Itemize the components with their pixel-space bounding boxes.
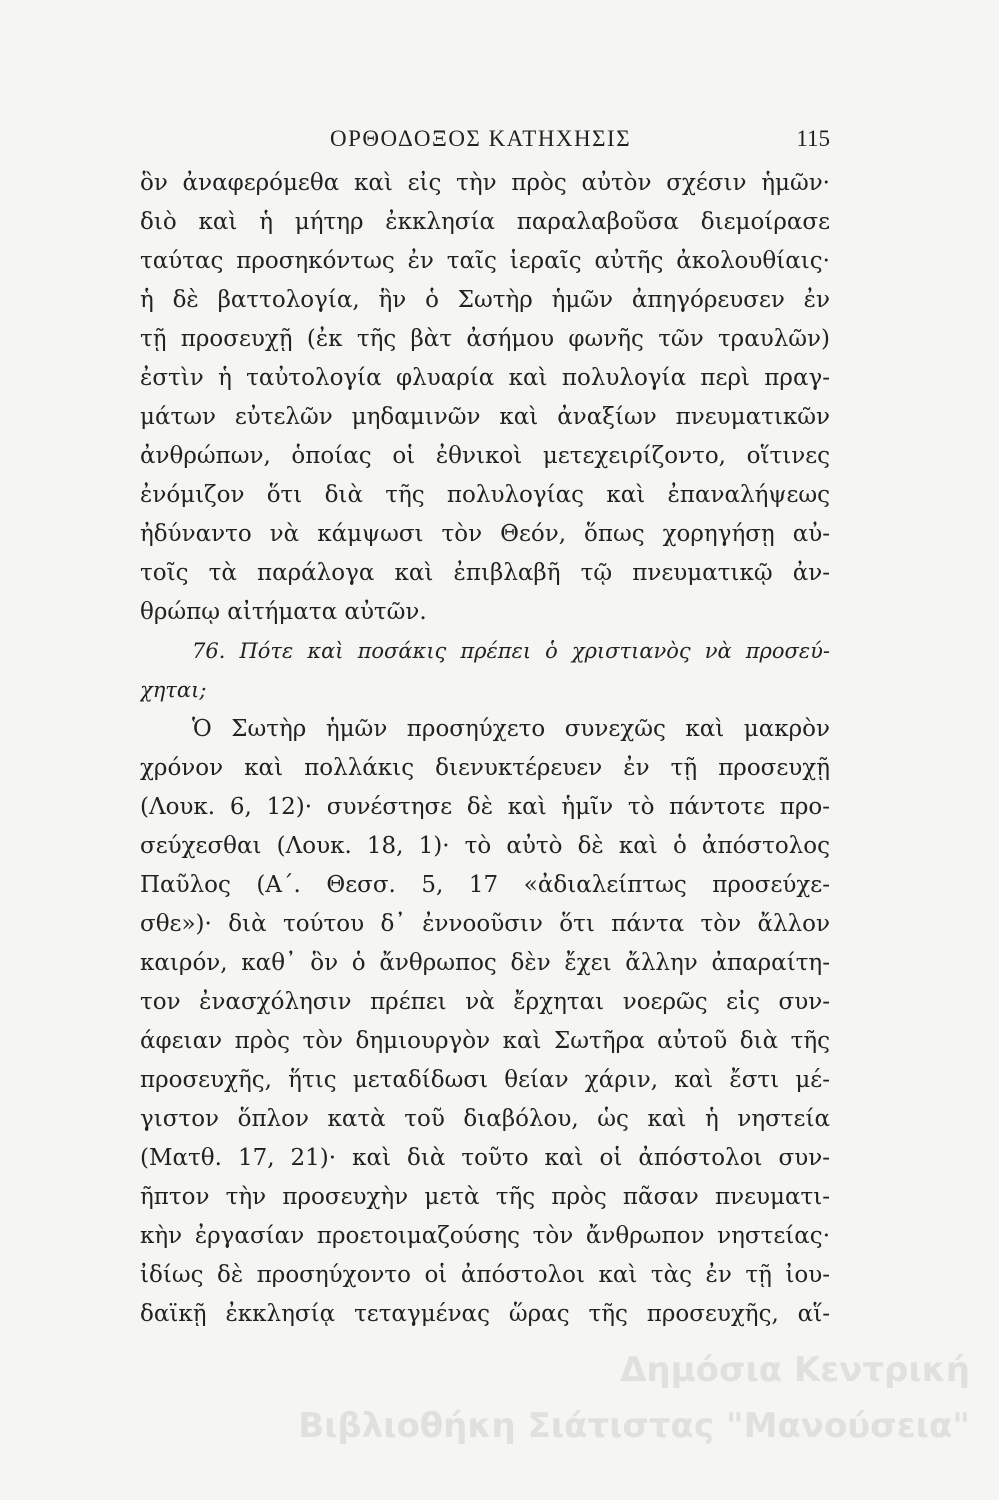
answer-line: τον ἐνασχόλησιν πρέπει νὰ ἔρχηται νοερῶς εἰς συν- (140, 989, 830, 1015)
text-line: ἀνθρώπων, ὁποίας οἱ ἐθνικοὶ μετεχειρίζοντο, οἵτινες (140, 443, 830, 469)
running-title: ΟΡΘΟΔΟΞΟΣ ΚΑΤΗΧΗΣΙΣ (330, 126, 632, 151)
answer-line: άφειαν πρὸς τὸν δημιουργὸν καὶ Σωτῆρα αὐτοῦ διὰ τῆς (140, 1028, 830, 1054)
answer-line: σεύχεσθαι (Λουκ. 18, 1)· τὸ αὐτὸ δὲ καὶ ὁ ἀπόστολος (140, 833, 830, 859)
text-line: τῇ προσευχῇ (ἐκ τῆς βὰτ ἀσήμου φωνῆς τῶν τραυλῶν) (140, 326, 830, 352)
text-line: ἡ δὲ βαττολογία, ἣν ὁ Σωτὴρ ἡμῶν ἀπηγόρευσεν ἐν (140, 287, 830, 313)
answer-line: ἰδίως δὲ προσηύχοντο οἱ ἀπόστολοι καὶ τὰς ἐν τῇ ἰου- (140, 1262, 830, 1288)
text-line: ἐστὶν ἡ ταὐτολογία φλυαρία καὶ πολυλογία περὶ πραγ- (140, 365, 830, 391)
library-watermark (230, 1342, 970, 1454)
answer-line: γιστον ὅπλον κατὰ τοῦ διαβόλου, ὡς καὶ ἡ νηστεία (140, 1106, 830, 1132)
text-line: ὃν ἀναφερόμεθα καὶ εἰς τὴν πρὸς αὐτὸν σχέσιν ἡμῶν· (140, 170, 830, 196)
text-line: μάτων εὐτελῶν μηδαμινῶν καὶ ἀναξίων πνευματικῶν (140, 404, 830, 430)
answer-line: κὴν ἐργασίαν προετοιμαζούσης τὸν ἄνθρωπον νηστείας· (140, 1223, 830, 1249)
text-line: ταύτας προσηκόντως ἐν ταῖς ἱεραῖς αὐτῆς ἀκολουθίαις· (140, 248, 830, 274)
question-line: χηται; (140, 678, 207, 702)
page-header (140, 120, 830, 160)
watermark-line-2: Βιβλιοθήκη Σιάτιστας "Μανούσεια" (298, 1406, 970, 1446)
text-line: τοῖς τὰ παράλογα καὶ ἐπιβλαβῆ τῷ πνευματικῷ ἀν- (140, 560, 830, 586)
answer-line: καιρόν, καθ᾽ ὃν ὁ ἄνθρωπος δὲν ἔχει ἄλλην ἀπαραίτη- (140, 950, 830, 976)
watermark-line-1: Δημόσια Κεντρική (620, 1350, 970, 1390)
text-line: θρώπῳ αἰτήματα αὐτῶν. (140, 599, 427, 625)
answer-line: προσευχῆς, ἥτις μεταδίδωσι θείαν χάριν, καὶ ἔστι μέ- (140, 1067, 830, 1093)
answer-line: (Ματθ. 17, 21)· καὶ διὰ τοῦτο καὶ οἱ ἀπόστολοι συν- (140, 1145, 830, 1171)
text-line: ἠδύναντο νὰ κάμψωσι τὸν Θεόν, ὅπως χορηγήσῃ αὐ- (140, 521, 830, 547)
answer-line: σθε»)· διὰ τούτου δ᾽ ἐννοοῦσιν ὅτι πάντα τὸν ἄλλον (140, 911, 830, 937)
text-line: διὸ καὶ ἡ μήτηρ ἐκκλησία παραλαβοῦσα διεμοίρασε (140, 209, 830, 235)
body-text (140, 164, 830, 1334)
text-line: ἐνόμιζον ὅτι διὰ τῆς πολυλογίας καὶ ἐπαναλήψεως (140, 482, 830, 508)
answer-line: χρόνον καὶ πολλάκις διενυκτέρευεν ἐν τῇ προσευχῇ (140, 755, 830, 781)
answer-line: Ὁ Σωτὴρ ἡμῶν προσηύχετο συνεχῶς καὶ μακρὸν (192, 716, 830, 742)
answer-line: (Λουκ. 6, 12)· συνέστησε δὲ καὶ ἡμῖν τὸ πάντοτε προ- (140, 794, 830, 820)
answer-line: δαϊκῇ ἐκκλησίᾳ τεταγμένας ὥρας τῆς προσευχῆς, αἵ- (140, 1301, 830, 1327)
answer-line: ῆπτον τὴν προσευχὴν μετὰ τῆς πρὸς πᾶσαν πνευματι- (140, 1184, 830, 1210)
question-line: 76. Πότε καὶ ποσάκις πρέπει ὁ χριστιανὸς νὰ προσεύ- (192, 639, 830, 663)
answer-line: Παῦλος (Α΄. Θεσσ. 5, 17 «ἀδιαλείπτως προσεύχε- (140, 872, 830, 898)
page-number: 115 (796, 126, 830, 151)
